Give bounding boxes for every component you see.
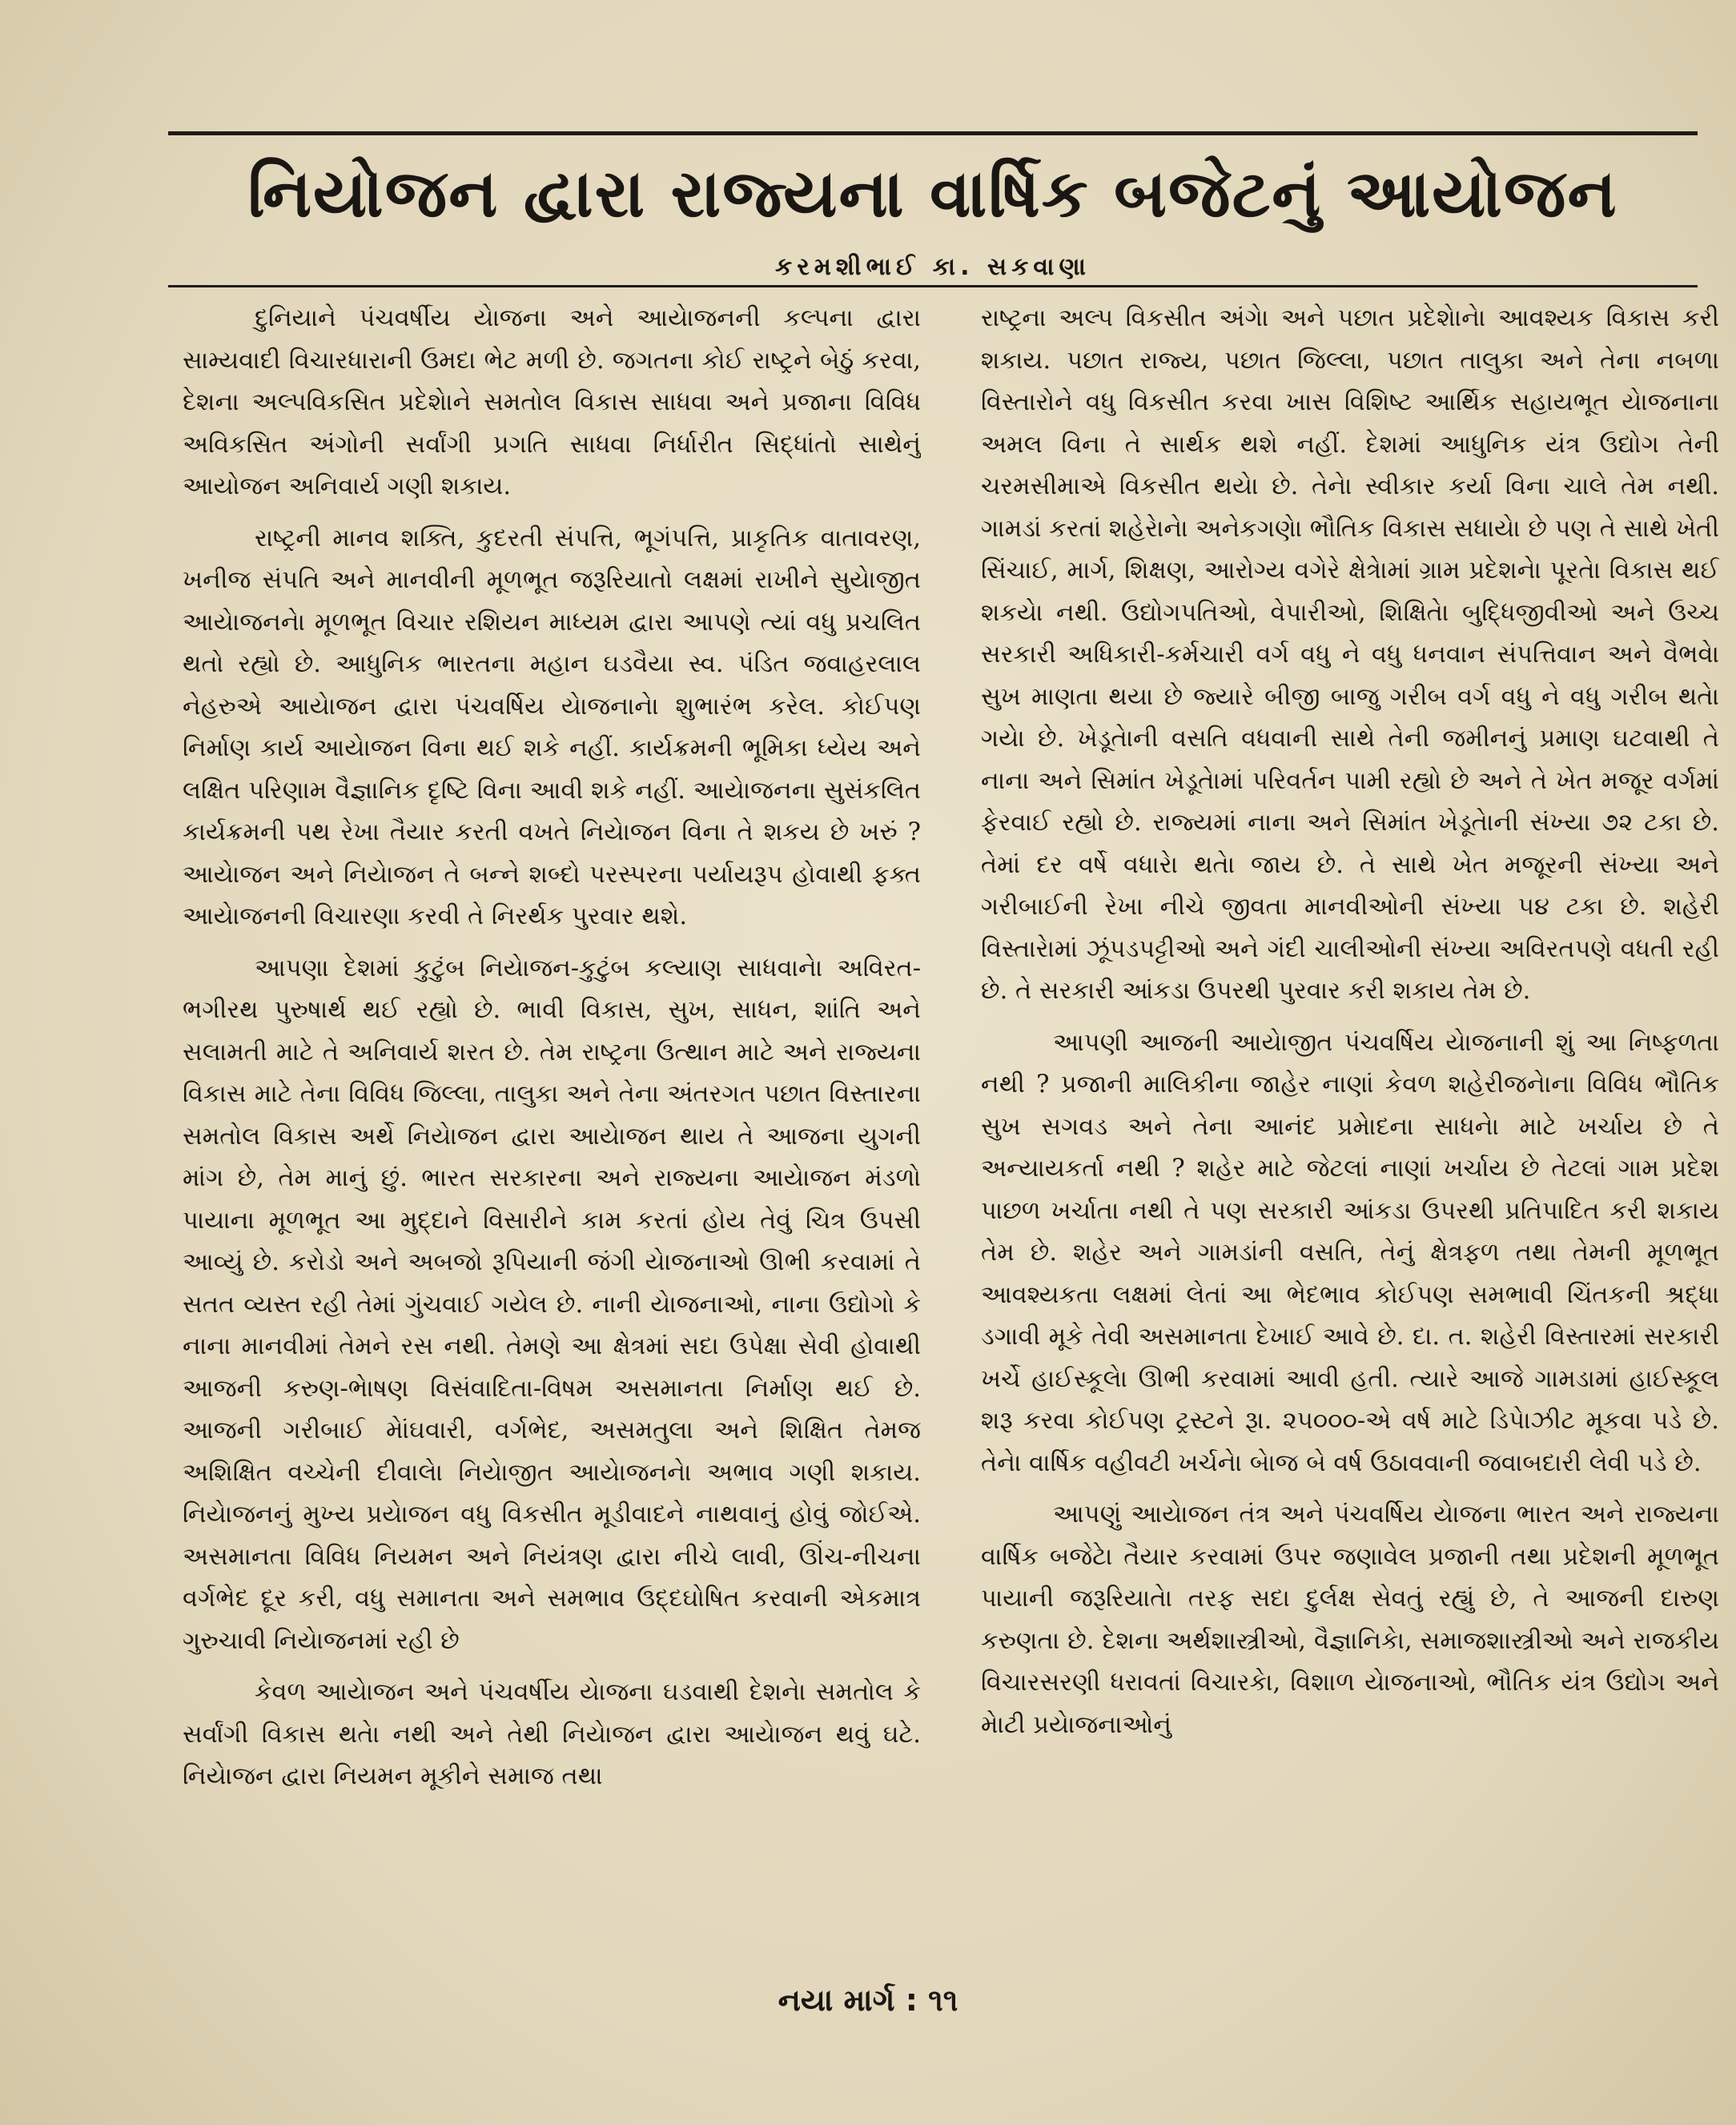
page-footer: નયા માર્ગ : ૧૧ [778, 1982, 958, 2018]
paragraph: રાષ્ટ્રના અલ્પ વિકસીત અંગેા અને પછાત પ્રદેશેાનેા આવશ્યક વિકાસ કરી શકાય. પછાત રાજ્ય, પછાત જિલ્લા, પછાત તાલુકા અને તેના નબળા વિસ્તારોને વધુ વિકસીત કરવા ખાસ વિશિષ્ટ આર્થિક સહાયભૂત યેાજનાના અમલ વિના તે સાર્થક થશે નહીં. દેશમાં આધુનિક યંત્ર ઉદ્યોગ તેની ચરમસીમાએ વિકસીત થયેા છે. તેનેા સ્વીકાર કર્યા વિના ચાલે તેમ નથી. ગામડાં કરતાં શહેરેાનેા અનેકગણેા ભૌતિક વિકાસ સધાયેા છે પણ તે સાથે ખેતી સિંચાઈ, માર્ગ, શિક્ષણ, આરોગ્ય વગેરે ક્ષેત્રેામાં ગ્રામ પ્રદેશનેા પૂરતેા વિકાસ થઈ શકયેા નથી. ઉદ્યોગપતિઓ, વેપારીઓ, શિક્ષિતેા બુદ્ધિજીવીઓ અને ઉચ્ચ સરકારી અધિકારી-કર્મચારી વર્ગ વધુ ને વધુ ધનવાન સંપત્તિવાન અને વૈભવેા સુખ માણતા થયા છે જ્યારે બીજી બાજુ ગરીબ વર્ગ વધુ ને વધુ ગરીબ થતેા ગયેા છે. ખેડૂતેાની વસતિ વધવાની સાથે તેની જમીનનું પ્રમાણ ઘટવાથી તે નાના અને સિમાંત ખેડૂતેામાં પરિવર્તન પામી રહ્યો છે અને તે ખેત મજૂર વર્ગમાં ફેરવાઈ રહ્યો છે. રાજ્યમાં નાના અને સિમાંત ખેડૂતેાની સંખ્યા ૭૨ ટકા છે. તેમાં દર વર્ષે વધારેા થતેા જાય છે. તે સાથે ખેત મજૂરની સંખ્યા અને ગરીબાઈની રેખા નીચે જીવતા માનવીઓની સંખ્યા ૫૪ ટકા છે. શહેરી વિસ્તારેામાં ઝૂંપડપટ્ટીઓ અને ગંદી ચાલીઓની સંખ્યા અવિરતપણે વધતી રહી છે. તે સરકારી આંકડા ઉપરથી પુરવાર કરી શકાય તેમ છે. [981, 304, 1719, 1005]
article-title: નિયોજન દ્વારા રાજ્યના વાર્ષિક બજેટનું આયોજન [247, 156, 1618, 232]
paragraph: રાષ્ટ્રની માનવ શક્તિ, કુદરતી સંપત્તિ, ભૂગંપત્તિ, પ્રાકૃતિક વાતાવરણ, ખનીજ સંપતિ અને માનવીની મૂળભૂત જરૂરિયાતો લક્ષમાં રાખીને સુયેાજીત આયેાજનનેા મૂળભૂત વિચાર રશિયન માધ્યમ દ્વારા આપણે ત્યાં વધુ પ્રચલિત થતો રહ્યો છે. આધુનિક ભારતના મહાન ઘડવૈયા સ્વ. પંડિત જવાહરલાલ નેહરુએ આયેાજન દ્વારા પંચવર્ષિય યેાજનાનેા શુભારંભ કરેલ. કોઈપણ નિર્માણ કાર્ય આયેાજન વિના થઈ શકે નહીં. કાર્યક્રમની ભૂમિકા ધ્યેય અને લક્ષિત પરિણામ વૈજ્ઞાનિક દૃષ્ટિ વિના આવી શકે નહીં. આયેાજનના સુસંકલિત કાર્યક્રમની પથ રેખા તૈયાર કરતી વખતે નિયેાજન વિના તે શકય છે ખરું ? આયેાજન અને નિયેાજન તે બન્ને શબ્દો પરસ્પરના પર્યાયરૂપ હોવાથી ફક્ત આયેાજનની વિચારણા કરવી તે નિરર્થક પુરવાર થશે. [183, 524, 921, 930]
right-column [981, 298, 1719, 1955]
author-byline: કરમશીભાઈ કા. સકવાણા [775, 253, 1091, 281]
paragraph: આપણા દેશમાં કુટુંબ નિયેાજન-કુટુંબ કલ્યાણ સાધવાનેા અવિરત-ભગીરથ પુરુષાર્થ થઈ રહ્યો છે. ભાવી વિકાસ, સુખ, સાધન, શાંતિ અને સલામતી માટે તે અનિવાર્ય શરત છે. તેમ રાષ્ટ્રના ઉત્થાન માટે અને રાજ્યના વિકાસ માટે તેના વિવિધ જિલ્લા, તાલુકા અને તેના અંતરગત પછાત વિસ્તારના સમતોલ વિકાસ અર્થે નિયેાજન દ્વારા આયેાજન થાય તે આજના યુગની માંગ છે, તેમ માનું છું. ભારત સરકારના અને રાજ્યના આયેાજન મંડળો પાયાના મૂળભૂત આ મુદ્દાને વિસારીને કામ કરતાં હોય તેવું ચિત્ર ઉપસી આવ્યું છે. કરોડો અને અબજો રૂપિયાની જંગી યેાજનાઓ ઊભી કરવામાં તે સતત વ્યસ્ત રહી તેમાં ગુંચવાઈ ગયેલ છે. નાની યેાજનાઓ, નાના ઉદ્યોગો કે નાના માનવીમાં તેમને રસ નથી. તેમણે આ ક્ષેત્રમાં સદા ઉપેક્ષા સેવી હોવાથી આજની કરુણ-ભેાષણ વિસંવાદિતા-વિષમ અસમાનતા નિર્માણ થઈ છે. આજની ગરીબાઈ મેાંઘવારી, વર્ગભેદ, અસમતુલા અને શિક્ષિત તેમજ અશિક્ષિત વચ્ચેની દીવાલેા નિયેાજીત આયેાજનનેા અભાવ ગણી શકાય. નિયેાજનનું મુખ્ય પ્રયેાજન વધુ વિકસીત મૂડીવાદને નાથવાનું હોવું જોઈએ. અસમાનતા વિવિધ નિયમન અને નિયંત્રણ દ્વારા નીચે લાવી, ઊંચ-નીચના વર્ગભેદ દૂર કરી, વધુ સમાનતા અને સમભાવ ઉદ્દઘોષિત કરવાની એકમાત્ર ગુરુચાવી નિયેાજનમાં રહી છે [183, 954, 921, 1655]
paragraph: આપણું આયેાજન તંત્ર અને પંચવર્ષિય યેાજના ભારત અને રાજ્યના વાર્ષિક બજેટેા તૈયાર કરવામાં ઉપર જણાવેલ પ્રજાની તથા પ્રદેશની મૂળભૂત પાયાની જરૂરિયાતેા તરફ સદા દુર્લક્ષ સેવતું રહ્યું છે, તે આજની દારુણ કરુણતા છે. દેશના અર્થશાસ્ત્રીઓ, વૈજ્ઞાનિકેા, સમાજશાસ્ત્રીઓ અને રાજકીય વિચારસરણી ધરાવતાં વિચારકેા, વિશાળ યેાજનાઓ, ભૌતિક યંત્ર ઉદ્યોગ અને મેાટી પ્રયેાજનાઓનું [981, 1500, 1719, 1739]
paragraph: દુનિયાને પંચવર્ષીય યેાજના અને આયેાજનની કલ્પના દ્વારા સામ્યવાદી વિચારધારાની ઉમદા ભેટ મળી છે. જગતના કોઈ રાષ્ટ્રને બેઠું કરવા, દેશના અલ્પવિકસિત પ્રદેશેાને સમતોલ વિકાસ સાધવા અને પ્રજાના વિવિધ અવિકસિત અંગોની સર્વાંગી પ્રગતિ સાધવા નિર્ધારીત સિદ્ધાંતો સાથેનું આયોજન અનિવાર્ય ગણી શકાય. [183, 304, 921, 500]
paragraph: કેવળ આયેાજન અને પંચવર્ષીય યેાજના ઘડવાથી દેશનેા સમતોલ કે સર્વાંગી વિકાસ થતેા નથી અને તેથી નિયેાજન દ્વારા આયેાજન થવું ઘટે. નિયેાજન દ્વારા નિયમન મૂકીને સમાજ તથા [183, 1678, 921, 1790]
byline-rule [168, 285, 1698, 287]
top-rule [168, 131, 1698, 135]
left-column [183, 298, 921, 1955]
paragraph: આપણી આજની આયેાજીત પંચવર્ષિય યેાજનાની શું આ નિષ્ફળતા નથી ? પ્રજાની માલિકીના જાહેર નાણાં કેવળ શહેરીજનેાના વિવિધ ભૌતિક સુખ સગવડ અને તેના આનંદ પ્રમેાદના સાધનેા માટે ખર્ચાય છે તે અન્યાયકર્તા નથી ? શહેર માટે જેટલાં નાણાં ખર્ચાય છે તેટલાં ગામ પ્રદેશ પાછળ ખર્ચાતા નથી તે પણ સરકારી આંકડા ઉપરથી પ્રતિપાદિત કરી શકાય તેમ છે. શહેર અને ગામડાંની વસતિ, તેનું ક્ષેત્રફળ તથા તેમની મૂળભૂત આવશ્યકતા લક્ષમાં લેતાં આ ભેદભાવ કોઈપણ સમભાવી ચિંતકની શ્રદ્ધા ડગાવી મૂકે તેવી અસમાનતા દેખાઈ આવે છે. દા. ત. શહેરી વિસ્તારમાં સરકારી ખર્ચે હાઈસ્કૂલેા ઊભી કરવામાં આવી હતી. ત્યારે આજે ગામડામાં હાઈસ્કૂલ શરૂ કરવા કોઈપણ ટ્રસ્ટને રૂા. ૨૫૦૦૦-એ વર્ષ માટે ડિપેાઝીટ મૂકવા પડે છે. તેનેા વાર્ષિક વહીવટી ખર્ચનેા બેાજ બે વર્ષ ઉઠાવવાની જવાબદારી લેવી પડે છે. [981, 1028, 1719, 1477]
